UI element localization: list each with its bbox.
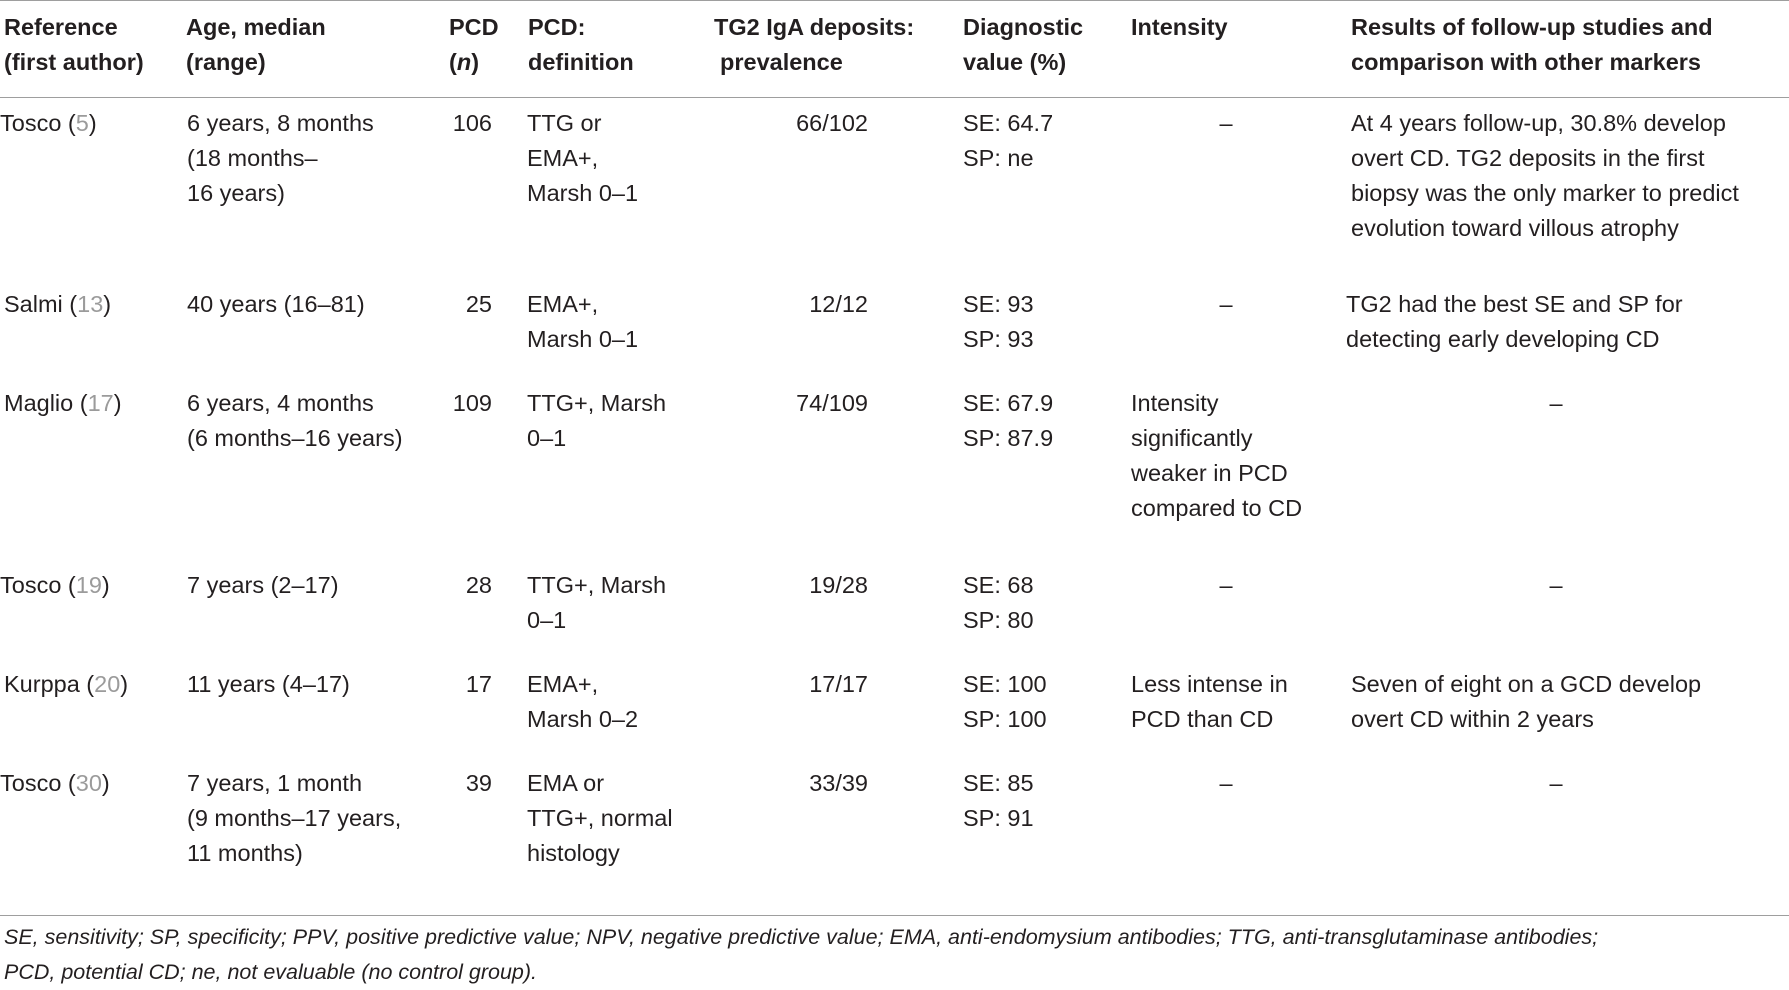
definition-cell-line: EMA or [527,770,605,796]
author-name: Tosco [0,770,62,796]
definition-cell-line: EMA+, [527,671,599,697]
definition-cell-line: 0–1 [527,607,567,633]
pcd-n-cell: 39 [465,770,492,796]
table-footnote [4,920,1784,990]
results-cell-line: overt CD within 2 years [1351,706,1594,732]
header-intensity-line1: Intensity [1131,14,1228,40]
author-name: Salmi [4,291,63,317]
intensity-cell [1131,106,1321,141]
intensity-cell-line: – [1219,770,1233,796]
results-cell-line: detecting early developing CD [1346,326,1660,352]
age-cell [187,667,447,702]
results-cell-line: evolution toward villous atrophy [1351,215,1679,241]
definition-cell-line: EMA+, [527,291,599,317]
results-cell-line: biopsy was the only marker to predict [1351,180,1739,206]
results-cell-line: overt CD. TG2 deposits in the first [1351,145,1705,171]
definition-cell-line: TTG+, Marsh [527,572,667,598]
author-name: Tosco [0,572,62,598]
intensity-cell-line: Less intense in [1131,671,1288,697]
age-cell-line: 11 years (4–17) [187,671,350,697]
header-age-line1: Age, median [186,14,326,40]
definition-cell [527,386,707,456]
intensity-cell-line: significantly [1131,425,1253,451]
age-cell-line: (6 months–16 years) [187,425,403,451]
age-cell-line: (9 months–17 years, [187,805,402,831]
definition-cell-line: Marsh 0–2 [527,706,639,732]
age-cell-line: 6 years, 4 months [187,390,374,416]
age-cell [187,287,447,322]
age-cell [187,568,447,603]
results-cell-line: TG2 had the best SE and SP for [1346,291,1683,317]
header-pcd-n [449,10,499,80]
header-results [1351,10,1713,80]
results-cell-line: – [1549,390,1563,416]
definition-cell [527,667,707,737]
diagnostic-cell-line: SP: ne [963,145,1034,171]
footnote-line2: PCD, potential CD; ne, not evaluable (no control group). [4,960,538,984]
header-pcd-def-line2: definition [528,49,634,75]
diagnostic-cell [963,667,1123,737]
results-cell [1351,667,1783,737]
age-cell [187,766,447,871]
header-results-line2: comparison with other markers [1351,49,1701,75]
diagnostic-cell [963,568,1123,638]
definition-cell-line: TTG+, normal [527,805,673,831]
diagnostic-cell-line: SE: 93 [963,291,1034,317]
definition-cell-line: histology [527,840,620,866]
intensity-cell-line: – [1219,572,1233,598]
reference-cell: Kurppa (20) [4,671,129,697]
definition-cell [527,766,707,871]
age-cell-line: 16 years) [187,180,285,206]
diagnostic-cell-line: SP: 100 [963,706,1047,732]
reference-cell: Tosco (5) [0,110,97,136]
age-cell-line: 7 years, 1 month [187,770,363,796]
diagnostic-cell-line: SE: 100 [963,671,1047,697]
header-pcd-definition [528,10,634,80]
header-intensity [1131,10,1228,45]
reference-number-link[interactable]: 5 [75,110,89,136]
age-cell [187,106,447,211]
diagnostic-cell-line: SE: 85 [963,770,1034,796]
diagnostic-cell-line: SP: 87.9 [963,425,1054,451]
prevalence-cell: 74/109 [796,390,868,416]
definition-cell [527,568,707,638]
diagnostic-cell [963,386,1123,456]
prevalence-cell: 66/102 [796,110,868,136]
pcd-n-cell: 109 [452,390,492,416]
intensity-cell [1131,287,1321,322]
pcd-n-cell: 106 [452,110,492,136]
intensity-cell-line: PCD than CD [1131,706,1274,732]
pcd-n-cell: 25 [465,291,492,317]
reference-number-link[interactable]: 17 [87,390,114,416]
results-cell [1341,766,1771,801]
age-cell-line: 40 years (16–81) [187,291,365,317]
diagnostic-cell-line: SP: 80 [963,607,1034,633]
header-age [186,10,326,80]
results-cell-line: – [1549,770,1563,796]
reference-cell: Salmi (13) [4,291,112,317]
intensity-cell-line: Intensity [1131,390,1219,416]
reference-number-link[interactable]: 30 [75,770,102,796]
definition-cell-line: 0–1 [527,425,567,451]
age-cell-line: 11 months) [187,840,303,866]
intensity-cell-line: compared to CD [1131,495,1303,521]
results-cell [1351,106,1783,246]
table-top-rule [0,0,1789,1]
reference-cell: Tosco (30) [0,770,110,796]
age-cell [187,386,447,456]
diagnostic-cell-line: SE: 64.7 [963,110,1054,136]
header-reference [4,10,144,80]
prevalence-cell: 17/17 [809,671,868,697]
age-cell-line: (18 months– [187,145,318,171]
header-reference-line2: (first author) [4,49,144,75]
reference-number-link[interactable]: 13 [77,291,104,317]
definition-cell [527,106,707,211]
diagnostic-cell-line: SP: 93 [963,326,1034,352]
results-cell [1341,568,1771,603]
results-cell-line: – [1549,572,1563,598]
header-pcd-n-line1: PCD [449,14,499,40]
header-tg2 [714,10,914,80]
diagnostic-cell-line: SE: 68 [963,572,1034,598]
header-reference-line1: Reference [4,14,118,40]
prevalence-cell: 12/12 [809,291,868,317]
header-age-line2: (range) [186,49,266,75]
prevalence-cell: 19/28 [809,572,868,598]
results-cell-line: At 4 years follow-up, 30.8% develop [1351,110,1726,136]
results-cell-line: Seven of eight on a GCD develop [1351,671,1702,697]
reference-cell: Maglio (17) [4,390,122,416]
reference-number-link[interactable]: 19 [75,572,102,598]
results-cell [1341,386,1771,421]
header-results-line1: Results of follow-up studies and [1351,14,1713,40]
header-n-italic: n [456,49,472,75]
intensity-cell-line: – [1219,110,1233,136]
definition-cell [527,287,707,357]
table-bottom-rule [0,915,1789,916]
header-tg2-line1: TG2 IgA deposits: [714,14,915,40]
intensity-cell [1131,568,1321,603]
age-cell-line: 7 years (2–17) [187,572,339,598]
header-diagnostic [963,10,1083,80]
diagnostic-cell [963,106,1123,176]
author-name: Kurppa [4,671,80,697]
intensity-cell-line: – [1219,291,1233,317]
pcd-n-cell: 17 [465,671,492,697]
reference-number-link[interactable]: 20 [94,671,121,697]
diagnostic-cell [963,287,1123,357]
reference-cell: Tosco (19) [0,572,110,598]
intensity-cell-line: weaker in PCD [1131,460,1288,486]
diagnostic-cell-line: SE: 67.9 [963,390,1054,416]
footnote-line1: SE, sensitivity; SP, specificity; PPV, positive predictive value; NPV, negative predictive value; EMA, anti-endomysium antibodies; TTG, anti-transglutaminase antibodies; [4,925,1599,949]
intensity-cell [1131,386,1331,526]
header-pcd-n-line2: (n) [449,49,480,75]
author-name: Maglio [4,390,74,416]
intensity-cell [1131,667,1331,737]
prevalence-cell: 33/39 [809,770,868,796]
author-name: Tosco [0,110,62,136]
diagnostic-cell-line: SP: 91 [963,805,1034,831]
header-bottom-rule [0,97,1789,98]
pcd-n-cell: 28 [465,572,492,598]
header-tg2-line2: prevalence [720,49,843,75]
definition-cell-line: Marsh 0–1 [527,326,639,352]
definition-cell-line: Marsh 0–1 [527,180,639,206]
definition-cell-line: TTG or [527,110,602,136]
results-cell [1346,287,1778,357]
definition-cell-line: EMA+, [527,145,599,171]
intensity-cell [1131,766,1321,801]
header-diag-line2: value (%) [963,49,1067,75]
definition-cell-line: TTG+, Marsh [527,390,667,416]
diagnostic-cell [963,766,1123,836]
header-diag-line1: Diagnostic [963,14,1084,40]
header-pcd-def-line1: PCD: [528,14,586,40]
age-cell-line: 6 years, 8 months [187,110,374,136]
